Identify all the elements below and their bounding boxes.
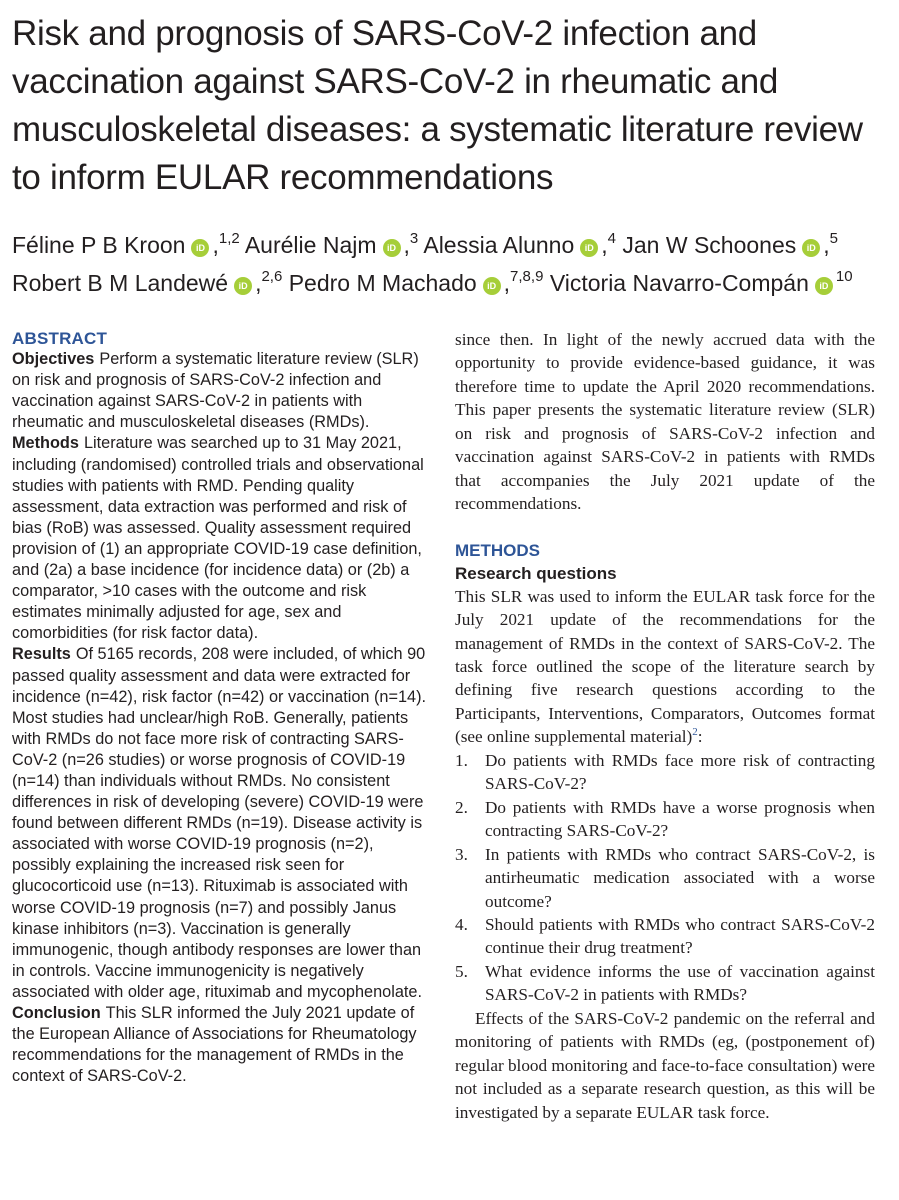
author[interactable]: Pedro M Machado iD ,$^{7,8,9}$ xyxy=(288,268,544,296)
abstract-results xyxy=(12,644,428,1003)
author-name: Jan W Schoones xyxy=(622,232,797,258)
abstract-objectives xyxy=(12,349,428,433)
list-item xyxy=(455,960,875,1007)
conclusion-text: This SLR informed the July 2021 update of the European Alliance of Associations for Rheumatology recommendations for the management of RMDs in the context of SARS-CoV-2. xyxy=(12,1004,417,1086)
orcid-icon[interactable]: iD xyxy=(815,277,833,295)
research-questions-heading: Research questions xyxy=(455,563,617,583)
abstract-methods xyxy=(12,433,428,644)
list-text: In patients with RMDs who contract SARS-CoV-2, is antirheumatic medication associated with a worse outcome? xyxy=(485,844,875,911)
research-questions-paragraph xyxy=(455,585,875,749)
author[interactable]: Aurélie Najm iD ,$^3$ xyxy=(244,230,419,258)
orcid-icon[interactable]: iD xyxy=(234,277,252,295)
list-number: 3. xyxy=(455,844,468,864)
author-name: Aurélie Najm xyxy=(244,232,377,258)
methods-text: Literature was searched up to 31 May 2021, including (randomised) controlled trials and observational studies with patients with RMD. Pending quality assessment, data extraction was performed and risk of bias (RoB) was assessed. Quality assessment required provision of (1) an appropriate COVID-19 case definition, and (2a) a base incidence (for incidence data) or (2b) a comparator, >10 cases with the outcome and risk estimates minimally adjusted for age, sex and comorbidities (for risk factor data). xyxy=(12,434,424,643)
body-column xyxy=(455,328,875,1124)
conclusion-label: Conclusion xyxy=(12,1004,101,1022)
methods-label: Methods xyxy=(12,434,79,453)
affiliation-marker: 7,8,9 xyxy=(510,268,544,285)
orcid-icon[interactable]: iD xyxy=(580,239,598,257)
orcid-icon[interactable]: iD xyxy=(191,239,209,257)
list-item xyxy=(455,749,875,796)
affiliation-marker: 2,6 xyxy=(261,268,283,285)
affiliation-marker: 5 xyxy=(829,230,838,247)
orcid-icon[interactable]: iD xyxy=(383,239,401,257)
methods-heading: METHODS xyxy=(455,540,540,560)
list-number: 4. xyxy=(455,914,468,934)
author-list xyxy=(12,226,892,302)
results-label: Results xyxy=(12,645,71,664)
abstract-conclusion xyxy=(12,1003,428,1087)
author[interactable]: Alessia Alunno iD ,$^4$ xyxy=(423,230,616,258)
orcid-icon[interactable]: iD xyxy=(802,239,820,257)
rq-colon: : xyxy=(697,727,703,747)
list-text: Do patients with RMDs face more risk of contracting SARS-CoV-2? xyxy=(485,750,875,794)
author[interactable]: Féline P B Kroon iD ,$^{1,2}$ xyxy=(12,230,240,258)
rq-text: This SLR was used to inform the EULAR task force for the July 2021 update of the recommendations for the management of RMDs in the context of SARS-CoV-2. The task force outlined the scope of the literature search by defining five research questions according to the Participants, Interventions, Comparators, Outcomes format (see online supplemental material) xyxy=(455,586,875,747)
research-question-list xyxy=(455,749,875,1007)
effects-paragraph: Effects of the SARS-CoV-2 pandemic on the referral and monitoring of patients with RMDs (eg, (postponement of) regular blood monitoring and face-to-face consultation) were not included as a separate research question, as this will be investigated by a separate EULAR task force. xyxy=(455,1008,875,1122)
list-item xyxy=(455,913,875,960)
author-name: Victoria Navarro-Compán xyxy=(549,270,809,296)
abstract-heading: ABSTRACT xyxy=(12,329,108,348)
author[interactable]: Robert B M Landewé iD ,$^{2,6}$ xyxy=(12,268,283,296)
list-text: Should patients with RMDs who contract SARS-CoV-2 continue their drug treatment? xyxy=(485,914,875,958)
list-item xyxy=(455,843,875,913)
list-number: 1. xyxy=(455,750,468,770)
author[interactable] xyxy=(550,270,853,296)
list-number: 2. xyxy=(455,797,468,817)
author-name: Féline P B Kroon xyxy=(12,232,186,258)
list-number: 5. xyxy=(455,961,468,981)
list-text: What evidence informs the use of vaccination against SARS-CoV-2 in patients with RMDs? xyxy=(485,961,875,1005)
affiliation-marker: 1,2 xyxy=(218,230,240,247)
author-name: Robert B M Landewé xyxy=(12,270,229,296)
abstract xyxy=(12,328,428,1087)
objectives-text: Perform a systematic literature review (SLR) on risk and prognosis of SARS-CoV-2 infection and vaccination against SARS-CoV-2 in patients with rheumatic and musculoskeletal diseases (RMDs). xyxy=(12,350,419,432)
reference-link[interactable]: 2 xyxy=(692,726,698,739)
list-item xyxy=(455,796,875,843)
article-title: Risk and prognosis of SARS-CoV-2 infection and vaccination against SARS-CoV-2 in rheumatic and musculoskeletal diseases: a systematic literature review to inform EULAR recommendations xyxy=(12,14,863,197)
author-name: Alessia Alunno xyxy=(423,232,575,258)
intro-paragraph: since then. In light of the newly accrued data with the opportunity to provide evidence-based guidance, it was therefore time to update the April 2020 recommendations. This paper presents the systematic literature review (SLR) on risk and prognosis of SARS-CoV-2 infection and vaccination against SARS-CoV-2 in patients with RMDs that accompanies the July 2021 update of the recommendations. xyxy=(455,330,875,514)
affiliation-marker: 3 xyxy=(409,230,419,247)
author[interactable]: Jan W Schoones iD ,$^5$ xyxy=(622,230,838,258)
objectives-label: Objectives xyxy=(12,350,95,369)
results-text: Of 5165 records, 208 were included, of which 90 passed quality assessment and data were extracted for incidence (n=42), risk factor (n=42) or vaccination (n=14). Most studies had unclear/high RoB. Generally, patients with RMDs do not face more risk of contracting SARS-CoV-2 (n=26 studies) or worse prognosis of COVID-19 (n=14) than individuals without RMDs. No consistent differences in risk of developing (severe) COVID-19 were found between different RMDs (n=19). Disease activity is associated with worse COVID-19 prognosis (n=2), possibly explaining the increased risk seen for glucocorticoid use (n=13). Rituximab is associated with worse COVID-19 prognosis (n=7) and possibly Janus kinase inhibitors (n=3). Vaccination is generally immunogenic, though antibody responses are lower than in controls. Vaccine immunogenicity is negatively associated with older age, rituximab and mycophenolate. xyxy=(12,645,427,1001)
affiliation-marker: 10 xyxy=(835,268,853,285)
author-name: Pedro M Machado xyxy=(288,270,477,296)
affiliation-marker: 4 xyxy=(607,230,616,247)
orcid-icon[interactable]: iD xyxy=(483,277,501,295)
list-text: Do patients with RMDs have a worse prognosis when contracting SARS-CoV-2? xyxy=(485,797,875,841)
